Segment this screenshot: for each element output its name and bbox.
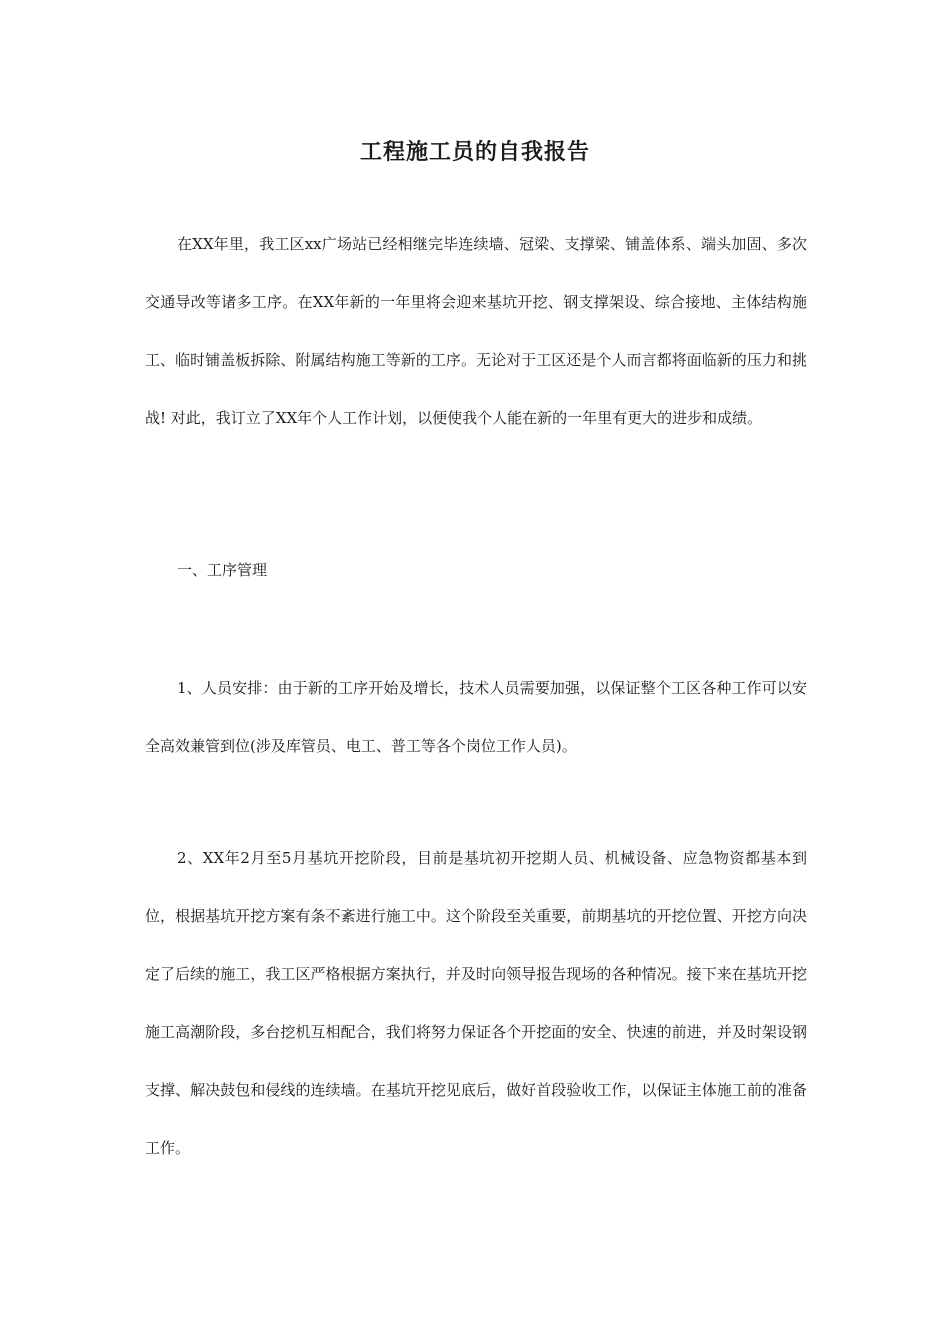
document-title: 工程施工员的自我报告 [359, 140, 590, 165]
section-heading-process-management: 一、工序管理 [177, 561, 268, 579]
item-2-paragraph: 2、XX年2月至5月基坑开挖阶段，目前是基坑初开挖期人员、机械设备、应急物资都基本到位，根据基坑开挖方案有条不紊进行施工中。这个阶段至关重要，前期基坑的开挖位置、开挖方向决定了后续的施工，我工区严格根据方案执行，并及时向领导报告现场的各种情况。接下来在基坑开挖施工高潮阶段，多台挖机互相配合，我们将努力保证各个开挖面的安全、快速的前进，并及时架设钢支撑、解决鼓包和侵线的连续墙。在基坑开挖见底后，做好首段验收工作，以保证主体施工前的准备工作。 [145, 849, 807, 1157]
item-1-paragraph: 1、人员安排：由于新的工序开始及增长，技术人员需要加强，以保证整个工区各种工作可以安全高效兼管到位(涉及库管员、电工、普工等各个岗位工作人员)。 [145, 679, 807, 755]
intro-paragraph: 在XX年里，我工区xx广场站已经相继完毕连续墙、冠梁、支撑梁、铺盖体系、端头加固、多次交通导改等诸多工序。在XX年新的一年里将会迎来基坑开挖、钢支撑架设、综合接地、主体结构施工、临时铺盖板拆除、附属结构施工等新的工序。无论对于工区还是个人而言都将面临新的压力和挑战! 对此，我订立了XX年个人工作计划，以便使我个人能在新的一年里有更大的进步和成绩。 [145, 235, 807, 427]
